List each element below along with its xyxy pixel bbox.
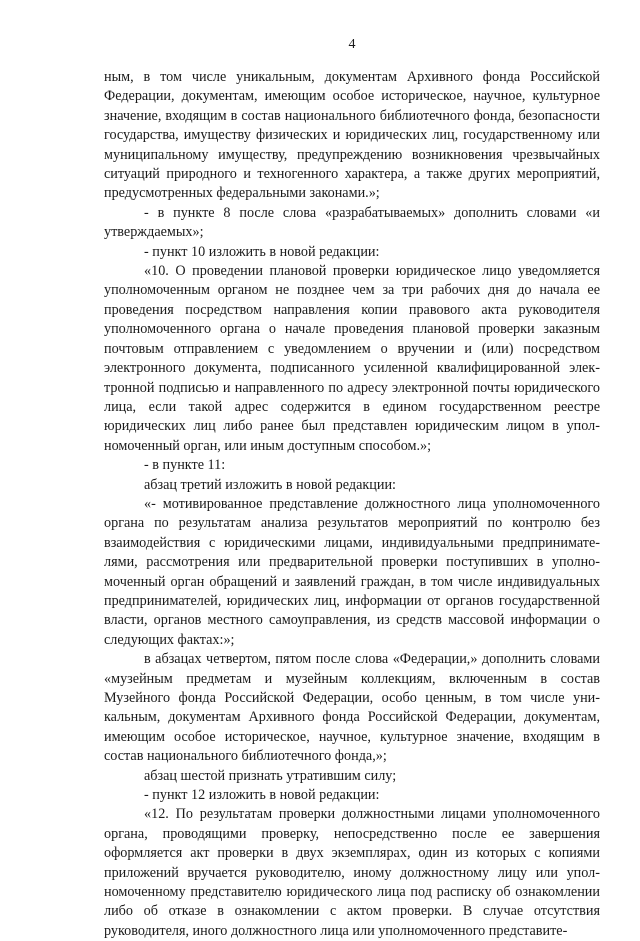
paragraph-1: ным, в том числе уникальным, документам Архивного фонда Российской Федерации, документам, имеющим особое историческое, научное, культурное значение, входящим в состав национального библиотечного фонда, безопасности государства, имуществу физических и юридических лиц, государственному или муниципальному имуществу, предупреждению возникновения чрезвычайных ситуаций природного и техногенного характера, а также других мероприятий, предусмотренных федеральными законами.»;: [104, 69, 600, 202]
paragraph-6: абзац третий изложить в новой редакции:: [144, 476, 396, 493]
paragraph-2: - в пункте 8 после слова «разрабатываемых» дополнить словами «и утверждаемых»;: [104, 204, 600, 241]
paragraph-5: - в пункте 11:: [144, 457, 226, 474]
paragraph-7: «- мотивированное представление должностного лица уполномоченного органа по результатам анализа результатов мероприятий по контролю без взаимодействия с юридическими лицами, индивидуальными предпринимателями, рассмотрения или предварительной проверки поступивших в уполномоченный орган обращений и заявлений граждан, в том числе индивидуальных предпринимателей, юридических лиц, информации от органов государственной власти, органов местного самоуправления, из средств массовой информации о следующих фактах:»;: [104, 495, 600, 648]
document-body: [104, 68, 600, 941]
paragraph-8: в абзацах четвертом, пятом после слова «Федерации,» дополнить словами «музейным предметам и музейным коллекциям, включенным в состав Музейного фонда Российской Федерации, особо ценным, в том числе уникальным, документам Архивного фонда Российской Федерации, документам, имеющим особое историческое, научное, культурное значение, входящим в состав национального библиотечного фонда,»;: [104, 651, 600, 765]
paragraph-4: «10. О проведении плановой проверки юридическое лицо уведомляется уполномоченным органом не позднее чем за три рабочих дня до начала ее проведения посредством направления копии правового акта руководителя уполномоченного органа о начале проведения плановой проверки заказным почтовым отправлением с уведомлением о вручении и (или) посредством электронного документа, подписанного усиленной квалифицированной электронной подписью и направленного по адресу электронной почты юридического лица, если такой адрес содержится в едином государственном реестре юридических лиц либо ранее был представлен юридическим лицом в уполномоченный орган, или иным доступным способом.»;: [104, 263, 600, 454]
paragraph-9: абзац шестой признать утратившим силу;: [144, 767, 397, 784]
page-number: 4: [348, 37, 356, 52]
paragraph-10: - пункт 12 изложить в новой редакции:: [144, 787, 380, 804]
document-page: [104, 36, 600, 941]
paragraph-3: - пункт 10 изложить в новой редакции:: [144, 243, 380, 260]
paragraph-11: «12. По результатам проверки должностными лицами уполномоченного органа, проводящими проверку, непосредственно после ее завершения оформляется акт проверки в двух экземплярах, один из которых с копиями приложений вручается руководителю, иному должностному лицу или уполномоченному представителю юридического лица под расписку об ознакомлении либо об отказе в ознакомлении с актом проверки. В случае отсутствия руководителя, иного должностного лица или уполномоченного представите-: [104, 806, 600, 939]
